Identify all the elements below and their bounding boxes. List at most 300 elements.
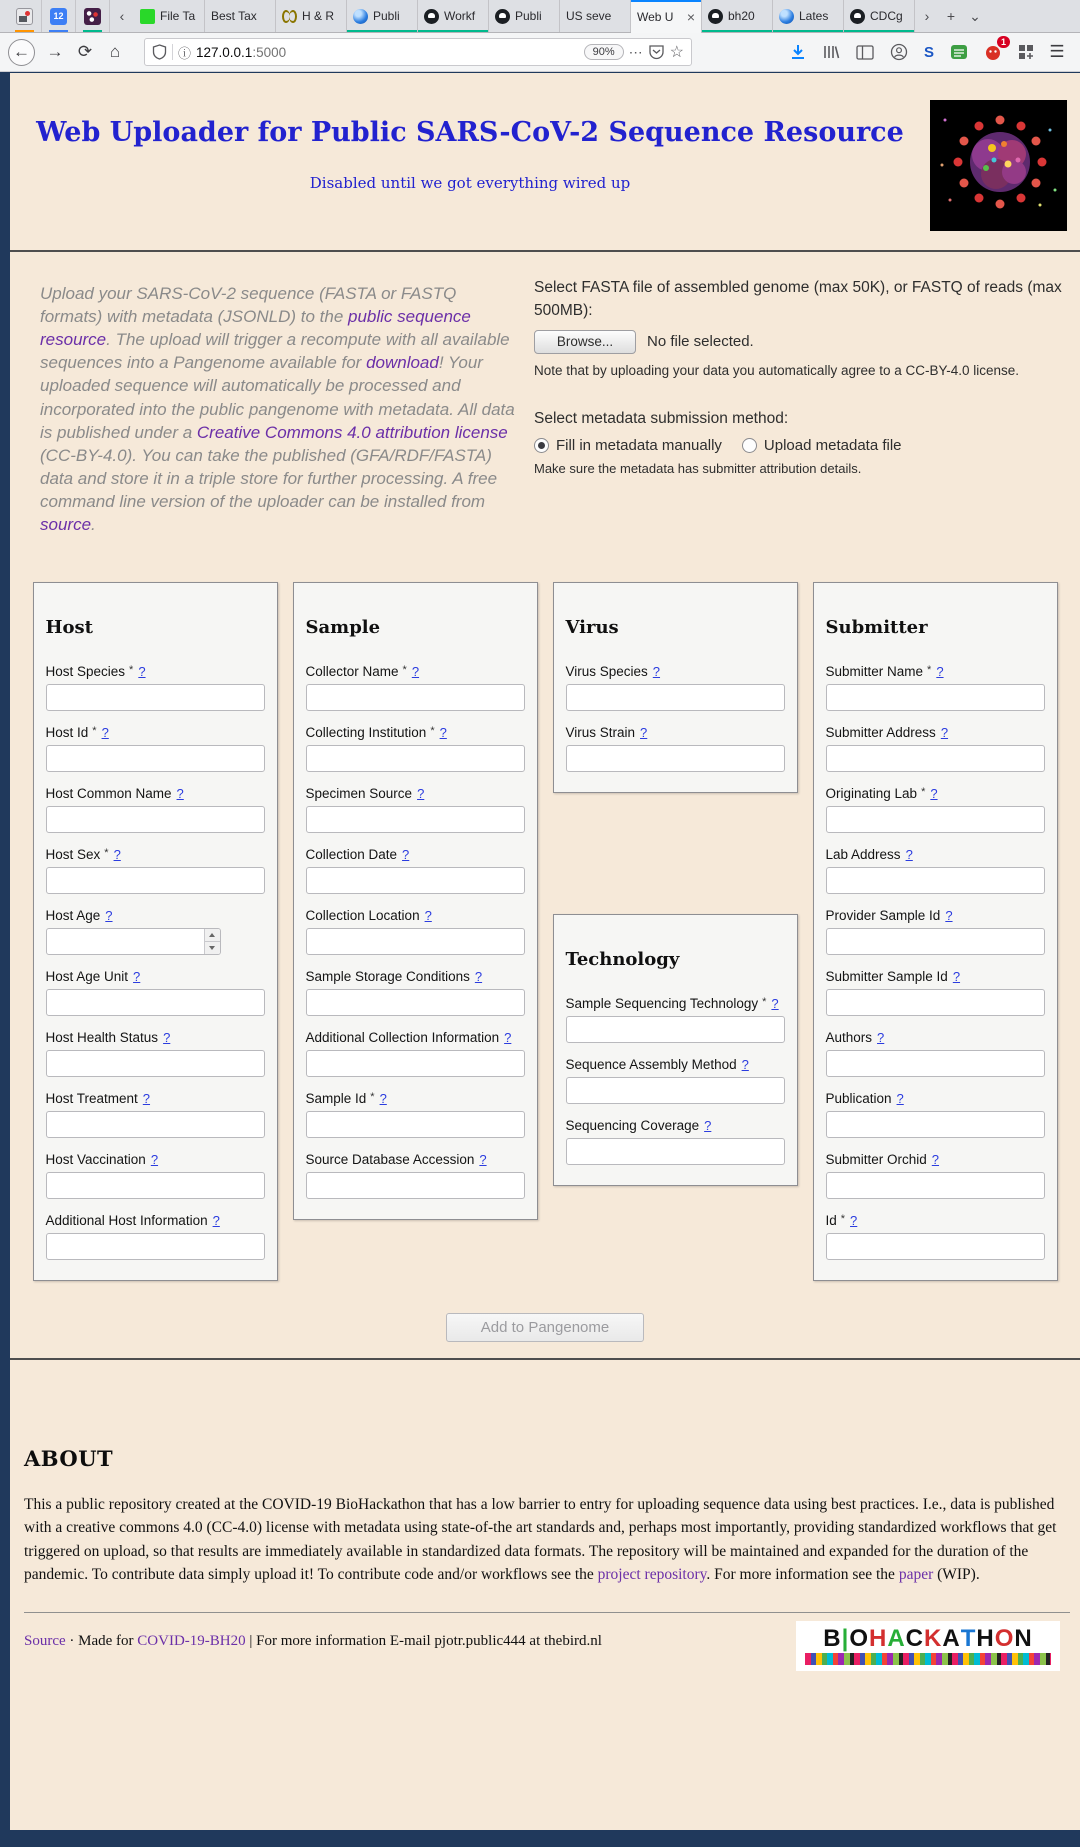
- extension-alert-button[interactable]: [984, 37, 1006, 61]
- field-label: Host Health Status: [45, 1030, 159, 1046]
- submit-row: [10, 1313, 1080, 1342]
- logo-letter: H: [868, 1625, 888, 1653]
- biohackathon-logo: [796, 1621, 1060, 1671]
- input-wrap: [306, 989, 525, 1016]
- tab-strip: [134, 0, 915, 32]
- sidebar-icon: [856, 45, 874, 60]
- logo-letter: A: [887, 1625, 906, 1653]
- help-link[interactable]: ?: [133, 969, 141, 985]
- logo-letter: |: [841, 1625, 850, 1653]
- help-link[interactable]: ?: [479, 1152, 487, 1168]
- input-wrap: [566, 745, 785, 772]
- input-wrap: [46, 684, 265, 711]
- form-field: [306, 1030, 525, 1077]
- input-wrap: [306, 684, 525, 711]
- input-wrap: [306, 867, 525, 894]
- field-input[interactable]: [826, 1233, 1045, 1260]
- field-input[interactable]: [46, 928, 221, 955]
- field-input[interactable]: [826, 867, 1045, 894]
- form-field: [826, 1152, 1045, 1199]
- shield-icon[interactable]: [152, 44, 167, 60]
- radio-label: Fill in metadata manually: [556, 436, 722, 454]
- tab-favicon-icon: [424, 9, 439, 24]
- field-label-row: [46, 847, 265, 862]
- required-asterisk: *: [402, 664, 407, 677]
- logo-letter: N: [1014, 1625, 1033, 1653]
- reload-button[interactable]: ⟳: [77, 42, 93, 61]
- field-label: Host Sex: [45, 847, 101, 863]
- browser-tab[interactable]: [773, 0, 844, 32]
- field-label-row: [826, 969, 1045, 984]
- tab-favicon-icon: [850, 9, 865, 24]
- form-field: [306, 664, 525, 711]
- field-input[interactable]: [306, 989, 525, 1016]
- form-field: [566, 996, 785, 1043]
- intro-text-segment: (CC-BY-4.0). You can take the published (GFA/RDF/FASTA) data and store it in a triple store for further processing. A free command line version of the uploader can be installed from: [40, 445, 498, 511]
- radio-label: Upload metadata file: [763, 436, 902, 454]
- extension-notes-button[interactable]: [950, 44, 968, 60]
- help-link[interactable]: ?: [945, 908, 953, 924]
- field-input[interactable]: [826, 1111, 1045, 1138]
- tab-bar: [0, 0, 1080, 33]
- group-legend: Submitter: [825, 617, 928, 639]
- field-label: Submitter Name: [825, 664, 924, 680]
- group-legend: Virus: [565, 617, 619, 639]
- logo-letters: [823, 1627, 1032, 1651]
- footer-divider: [24, 1612, 1070, 1613]
- file-picker-row: [534, 330, 1070, 354]
- field-label: Host Id: [45, 725, 89, 741]
- browser-tab[interactable]: [560, 0, 631, 32]
- intro-text-segment: ! Your uploaded sequence will automatically be processed and incorporated into the public pangenome with metadata. All data is published under a: [40, 353, 515, 442]
- field-input[interactable]: [46, 1172, 265, 1199]
- required-asterisk: *: [927, 664, 932, 677]
- required-asterisk: *: [762, 996, 767, 1009]
- input-wrap: [566, 1138, 785, 1165]
- scroll-tabs-right-button[interactable]: [915, 0, 939, 32]
- field-list: [566, 664, 785, 772]
- help-link[interactable]: ?: [150, 1152, 159, 1168]
- green-card-icon: [950, 44, 968, 60]
- field-label: Sequence Assembly Method: [565, 1057, 737, 1073]
- field-label: Additional Collection Information: [305, 1030, 500, 1046]
- zoom-indicator[interactable]: 90%: [584, 44, 624, 60]
- form-group: [33, 582, 278, 1281]
- browser-tab[interactable]: [489, 0, 560, 32]
- form-field: [46, 786, 265, 833]
- inline-link[interactable]: Creative Commons 4.0 attribution license: [196, 422, 508, 442]
- input-wrap: [566, 1016, 785, 1043]
- field-input[interactable]: [826, 684, 1045, 711]
- form-field: [826, 969, 1045, 1016]
- library-button[interactable]: [822, 44, 840, 60]
- browser-tab[interactable]: [276, 0, 347, 32]
- tab-label: bh20: [728, 9, 755, 23]
- field-label: Host Age: [45, 908, 101, 924]
- help-link[interactable]: ?: [424, 908, 432, 924]
- input-wrap: [306, 928, 525, 955]
- field-label: Collection Date: [305, 847, 398, 863]
- help-link[interactable]: ?: [417, 786, 425, 802]
- metadata-method-options: [534, 437, 1070, 454]
- browser-tab[interactable]: [205, 0, 276, 32]
- form-field: [826, 1091, 1045, 1138]
- form-group: [553, 914, 798, 1186]
- required-asterisk: *: [921, 786, 926, 799]
- tab-label: Web U: [637, 9, 674, 24]
- field-label: Authors: [825, 1030, 873, 1046]
- field-label: Virus Species: [565, 664, 648, 680]
- field-input[interactable]: [566, 1138, 785, 1165]
- form-field: [46, 847, 265, 894]
- field-label-row: [826, 1091, 1045, 1106]
- field-label: Specimen Source: [305, 786, 413, 802]
- logo-letter: T: [960, 1625, 977, 1653]
- field-label-row: [566, 996, 785, 1011]
- field-label: Host Common Name: [45, 786, 172, 802]
- help-link[interactable]: ?: [652, 664, 661, 680]
- field-list: [826, 664, 1045, 1260]
- field-input[interactable]: [46, 1050, 265, 1077]
- field-label-row: [306, 1091, 525, 1106]
- input-wrap: [46, 1050, 265, 1077]
- about-section: [10, 1446, 1080, 1586]
- tab-label: Best Tax: [211, 9, 257, 23]
- field-label-row: [826, 908, 1045, 923]
- logo-letter: O: [994, 1625, 1015, 1653]
- form-field: [826, 908, 1045, 955]
- tab-label: File Ta: [160, 9, 196, 23]
- field-input[interactable]: [306, 1172, 525, 1199]
- logo-letter: K: [924, 1625, 943, 1653]
- help-link[interactable]: ?: [101, 725, 109, 741]
- input-wrap: [46, 928, 221, 955]
- license-note: Note that by uploading your data you automatically agree to a CC-BY-4.0 license.: [534, 362, 1020, 378]
- field-label: Id: [825, 1213, 837, 1229]
- about-text-segment: (WIP).: [933, 1565, 980, 1583]
- field-input[interactable]: [566, 684, 785, 711]
- field-label-row: [566, 1057, 785, 1072]
- form-field: [566, 664, 785, 711]
- download-button[interactable]: [790, 44, 806, 60]
- field-input[interactable]: [46, 867, 265, 894]
- field-label-row: [46, 908, 265, 923]
- page-viewport: [10, 73, 1080, 1830]
- field-input[interactable]: [306, 806, 525, 833]
- help-link[interactable]: ?: [212, 1213, 220, 1229]
- field-input[interactable]: [46, 745, 265, 772]
- field-input[interactable]: [826, 745, 1045, 772]
- intro-text-segment: Upload your SARS-CoV-2 sequence (FASTA or FASTQ formats) with metadata (JSONLD) to the: [40, 284, 457, 327]
- help-link[interactable]: ?: [379, 1091, 387, 1107]
- radio-upload-metadata-file[interactable]: [742, 437, 902, 454]
- inline-link[interactable]: paper: [898, 1565, 934, 1583]
- help-link[interactable]: ?: [142, 1091, 151, 1107]
- page-footer: [24, 1621, 1070, 1671]
- field-label-row: [46, 786, 265, 801]
- help-link[interactable]: ?: [952, 969, 961, 985]
- field-label: Publication: [825, 1091, 892, 1107]
- inline-link[interactable]: download: [366, 353, 439, 373]
- inline-link[interactable]: public sequence resource: [40, 307, 471, 350]
- field-label-row: [46, 725, 265, 740]
- metadata-method-label: Select metadata submission method:: [534, 409, 789, 427]
- required-asterisk: *: [129, 664, 134, 677]
- url-bar[interactable]: [144, 38, 692, 66]
- help-link[interactable]: ?: [105, 908, 113, 924]
- input-wrap: [46, 989, 265, 1016]
- scroll-tabs-left-button[interactable]: [110, 0, 134, 32]
- input-wrap: [826, 684, 1045, 711]
- help-link[interactable]: ?: [940, 725, 949, 741]
- browser-tab[interactable]: [844, 0, 915, 32]
- field-label-row: [826, 847, 1045, 862]
- container-indicator: [702, 30, 772, 32]
- help-link[interactable]: ?: [640, 725, 648, 741]
- help-link[interactable]: ?: [439, 725, 447, 741]
- home-button[interactable]: ⌂: [109, 42, 121, 61]
- field-input[interactable]: [46, 1111, 265, 1138]
- tab-favicon-icon: [779, 9, 794, 24]
- browser-tab[interactable]: [418, 0, 489, 32]
- browser-tab[interactable]: [631, 0, 702, 33]
- form-field: [306, 725, 525, 772]
- inline-link[interactable]: source: [40, 515, 92, 535]
- input-wrap: [46, 1111, 265, 1138]
- new-tab-button[interactable]: [939, 0, 963, 32]
- field-input[interactable]: [46, 806, 265, 833]
- browser-chrome: [0, 0, 1080, 72]
- logo-noise-strip: [805, 1653, 1051, 1665]
- about-heading: ABOUT: [24, 1446, 114, 1472]
- library-icon: [822, 44, 840, 60]
- intro-text-segment: . The upload will trigger a recompute with all available sequences into a Pangenome available for: [40, 330, 510, 373]
- field-input[interactable]: [826, 1050, 1045, 1077]
- field-label-row: [826, 1030, 1045, 1045]
- help-link[interactable]: ?: [138, 664, 146, 680]
- tab-label: Workf: [444, 9, 476, 23]
- spinner-up-icon[interactable]: [205, 929, 220, 942]
- metadata-form: [10, 582, 1080, 1281]
- inline-link[interactable]: project repository: [597, 1565, 707, 1583]
- form-field: [46, 664, 265, 711]
- divider: [172, 44, 173, 60]
- calendar-icon: 12: [50, 8, 67, 25]
- page-title: Web Uploader for Public SARS-CoV-2 Sequence Resource: [36, 117, 904, 148]
- field-label-row: [306, 908, 525, 923]
- help-link[interactable]: ?: [113, 847, 121, 863]
- help-link[interactable]: ?: [741, 1057, 749, 1073]
- download-icon: [790, 44, 806, 60]
- field-list: [566, 996, 785, 1165]
- field-label: Source Database Accession: [305, 1152, 475, 1168]
- extension-grid-button[interactable]: [1018, 44, 1034, 60]
- form-field: [826, 725, 1045, 772]
- input-wrap: [826, 1172, 1045, 1199]
- field-input[interactable]: [306, 928, 525, 955]
- tab-label: H & R: [302, 9, 335, 23]
- logo-letter: C: [905, 1625, 925, 1653]
- help-link[interactable]: ?: [936, 664, 944, 680]
- field-input[interactable]: [306, 684, 525, 711]
- field-input[interactable]: [826, 989, 1045, 1016]
- pocket-icon[interactable]: [648, 44, 665, 60]
- form-field: [566, 725, 785, 772]
- input-wrap: [566, 684, 785, 711]
- form-field: [826, 664, 1045, 711]
- chat-app-icon: [84, 8, 101, 25]
- form-field: [46, 1091, 265, 1138]
- field-label-row: [826, 664, 1045, 679]
- spinner-down-icon[interactable]: [205, 942, 220, 954]
- bookmark-star-icon[interactable]: ☆: [669, 44, 684, 61]
- field-label: Additional Host Information: [45, 1213, 208, 1229]
- field-label-row: [566, 1118, 785, 1133]
- help-link[interactable]: ?: [931, 1152, 940, 1168]
- required-asterisk: *: [104, 847, 109, 860]
- field-input[interactable]: [306, 745, 525, 772]
- help-link[interactable]: ?: [176, 786, 184, 802]
- form-field: [306, 847, 525, 894]
- form-field: [566, 1118, 785, 1165]
- help-link[interactable]: ?: [474, 969, 483, 985]
- input-wrap: [306, 1050, 525, 1077]
- container-indicator: [347, 30, 417, 32]
- site-info-icon[interactable]: ⓘ: [178, 45, 192, 61]
- field-label: Host Vaccination: [45, 1152, 146, 1168]
- input-wrap: [46, 745, 265, 772]
- screenshot-tool-icon: [16, 8, 33, 25]
- field-label-row: [46, 1091, 265, 1106]
- chevron-down-icon: ⌄: [969, 7, 981, 24]
- field-input[interactable]: [566, 745, 785, 772]
- intro-text-segment: .: [91, 515, 96, 535]
- number-spinner[interactable]: [204, 929, 220, 954]
- plus-icon: +: [946, 8, 956, 24]
- radio-selected-icon: [534, 438, 549, 453]
- tab-label: Publi: [373, 9, 400, 23]
- tab-close-icon[interactable]: ×: [686, 8, 695, 25]
- help-link[interactable]: ?: [163, 1030, 171, 1046]
- file-status-text: No file selected.: [647, 333, 754, 350]
- field-label-row: [46, 664, 265, 679]
- input-wrap: [566, 1077, 785, 1104]
- sidebar-button[interactable]: [856, 45, 874, 60]
- field-label-row: [566, 725, 785, 740]
- field-label: Host Age Unit: [45, 969, 129, 985]
- input-wrap: [306, 745, 525, 772]
- field-list: [46, 664, 265, 1260]
- browse-button[interactable]: Browse...: [534, 330, 636, 354]
- list-all-tabs-button[interactable]: [963, 0, 987, 32]
- url-host: 127.0.0.1: [196, 44, 253, 60]
- navigation-toolbar: [0, 33, 1080, 72]
- help-link[interactable]: ?: [411, 664, 420, 680]
- input-wrap: [826, 1111, 1045, 1138]
- help-link[interactable]: ?: [771, 996, 779, 1012]
- field-label-row: [566, 664, 785, 679]
- help-link[interactable]: ?: [704, 1118, 712, 1134]
- help-link[interactable]: ?: [850, 1213, 858, 1229]
- chevron-right-icon: ›: [924, 8, 930, 24]
- input-wrap: [306, 1111, 525, 1138]
- browser-tab[interactable]: [347, 0, 418, 32]
- field-input[interactable]: [46, 1233, 265, 1260]
- extension-s-button[interactable]: S: [923, 43, 934, 61]
- add-to-pangenome-button[interactable]: Add to Pangenome: [446, 1313, 644, 1342]
- pinned-tab-calendar[interactable]: [42, 0, 76, 32]
- field-input[interactable]: [826, 928, 1045, 955]
- field-label-row: [306, 725, 525, 740]
- tab-favicon-icon: [140, 9, 155, 24]
- account-icon: [890, 43, 908, 61]
- field-label-row: [826, 725, 1045, 740]
- field-input[interactable]: [566, 1016, 785, 1043]
- field-label: Host Treatment: [45, 1091, 138, 1107]
- required-asterisk: *: [92, 725, 97, 738]
- browser-tab[interactable]: [702, 0, 773, 32]
- notification-badge: 1: [997, 36, 1010, 48]
- form-field: [46, 1213, 265, 1260]
- help-link[interactable]: ?: [896, 1091, 904, 1107]
- inline-link[interactable]: COVID-19-BH20: [137, 1633, 246, 1650]
- field-input[interactable]: [826, 806, 1045, 833]
- radio-unselected-icon: [742, 438, 757, 453]
- tab-label: Publi: [515, 9, 542, 23]
- help-link[interactable]: ?: [930, 786, 938, 802]
- metadata-note: Make sure the metadata has submitter attribution details.: [534, 460, 862, 476]
- field-input[interactable]: [46, 989, 265, 1016]
- forward-button[interactable]: →: [46, 42, 64, 61]
- field-input[interactable]: [826, 1172, 1045, 1199]
- field-label: Submitter Orchid: [825, 1152, 927, 1168]
- account-button[interactable]: [890, 43, 908, 61]
- field-label-row: [46, 1152, 265, 1167]
- input-wrap: [826, 867, 1045, 894]
- browser-tab[interactable]: [134, 0, 205, 32]
- field-input[interactable]: [46, 684, 265, 711]
- field-label-row: [826, 1152, 1045, 1167]
- input-wrap: [826, 806, 1045, 833]
- menu-button[interactable]: ☰: [1049, 42, 1065, 61]
- url-text: [196, 45, 286, 60]
- pinned-tab-screenshot-tool[interactable]: [8, 0, 42, 32]
- required-asterisk: *: [430, 725, 435, 738]
- group-legend: Host: [45, 617, 93, 639]
- page-actions-icon[interactable]: ⋯: [628, 43, 643, 60]
- help-link[interactable]: ?: [504, 1030, 512, 1046]
- field-input[interactable]: [566, 1077, 785, 1104]
- field-input[interactable]: [306, 1111, 525, 1138]
- input-wrap: [306, 1172, 525, 1199]
- form-field: [826, 1030, 1045, 1077]
- tab-favicon-icon: [282, 9, 297, 24]
- form-field: [306, 1152, 525, 1199]
- page-header: [10, 73, 1080, 192]
- inline-link[interactable]: Source: [24, 1633, 66, 1650]
- radio-fill-metadata-manually[interactable]: [534, 437, 722, 454]
- help-link[interactable]: ?: [877, 1030, 885, 1046]
- pinned-tab-chat[interactable]: [76, 0, 110, 32]
- help-link[interactable]: ?: [402, 847, 410, 863]
- field-input[interactable]: [306, 1050, 525, 1077]
- help-link[interactable]: ?: [905, 847, 913, 863]
- form-field: [46, 725, 265, 772]
- back-button[interactable]: ←: [8, 39, 35, 66]
- field-label-row: [306, 847, 525, 862]
- form-field: [566, 1057, 785, 1104]
- field-input[interactable]: [306, 867, 525, 894]
